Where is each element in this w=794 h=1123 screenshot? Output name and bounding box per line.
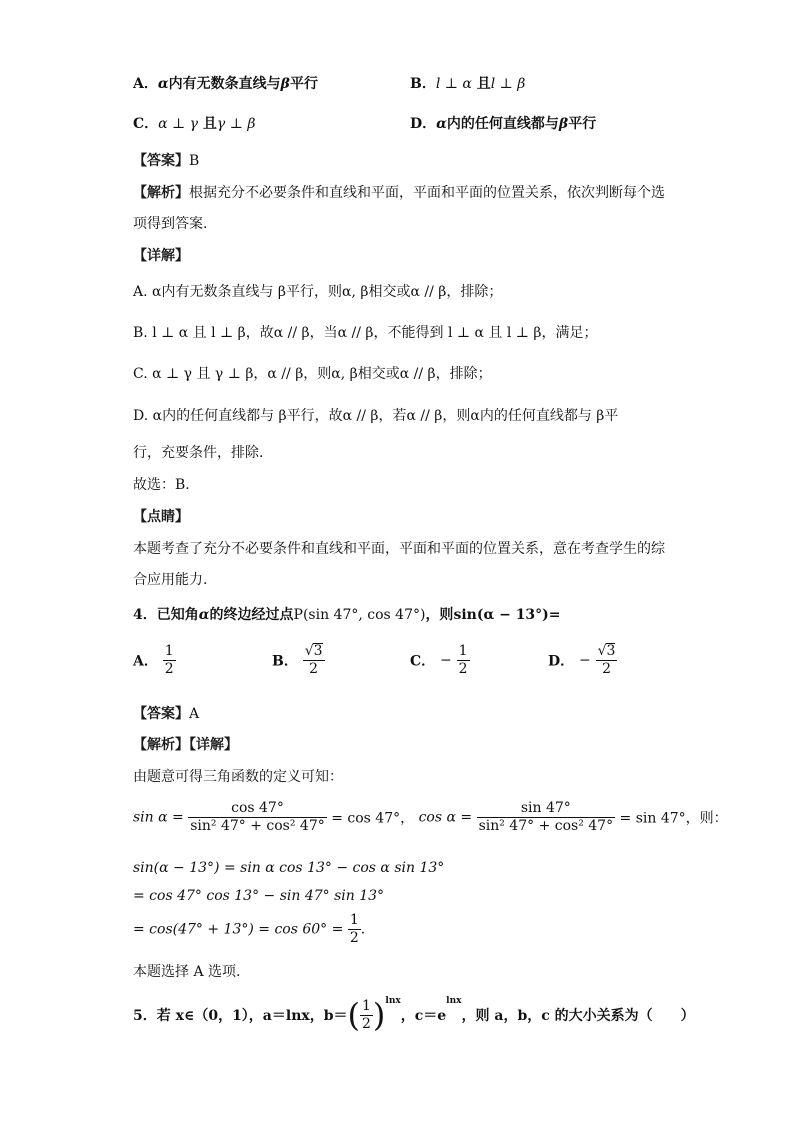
q4-analysis-tag: 【解析】【详解】 (133, 737, 238, 753)
q4-step3: = cos(47° + 13°) = cos 60° = $\frac{1}{2}$ . (133, 912, 366, 946)
q3-comment-line1: 本题考查了充分不必要条件和直线和平面，平面和平面的位置关系，意在考查学生的综 (133, 541, 665, 557)
q4-option-d: D． − $\frac{√3}{2}$ (548, 643, 616, 677)
q3-option-d: D．α内的任何直线都与β平行 (410, 116, 597, 132)
q3-analysis-line1: 【解析】根据充分不必要条件和直线和平面，平面和平面的位置关系，依次判断每个选 (133, 185, 665, 201)
q3-option-c: C．α ⊥ γ 且γ ⊥ β (133, 116, 256, 132)
q3-answer: 【答案】B (133, 153, 200, 169)
q4-step1: sin(α − 13°) = sin α cos 13° − cos α sin 13° (133, 860, 445, 876)
q5-stem: 5．若 x∈（0，1），a＝lnx，b＝( $\frac{1}{2}$ )$^{lnx}$，$c=e^{lnx}$，则 a，b，c 的大小关系为（ ） (133, 996, 695, 1034)
q3-analysis-line2: 项得到答案. (133, 216, 208, 232)
q4-option-c: C． − $\frac{1}{2}$ (410, 643, 468, 677)
q4-option-b: B． $\frac{√3}{2}$ (272, 643, 323, 677)
q3-comment-tag: 【点睛】 (133, 509, 189, 525)
q3-detail-d2: 行，充要条件，排除. (133, 445, 264, 461)
q3-detail-c: C. α ⊥ γ 且 γ ⊥ β，α // β，则α, β相交或α // β，排除； (133, 366, 492, 382)
q3-comment-line2: 合应用能力. (133, 572, 208, 588)
q3-detail-a: A. α内有无数条直线与 β平行，则α, β相交或α // β，排除； (133, 284, 503, 300)
q4-intro: 由题意可得三角函数的定义可知： (133, 769, 343, 785)
q3-detail-b: B. l ⊥ α 且 l ⊥ β，故α // β，当α // β，不能得到 l ⊥ α 且 l ⊥ β，满足； (133, 325, 598, 341)
q4-answer: 【答案】A (133, 706, 200, 722)
q4-option-a: A． $\frac{1}{2}$ (133, 643, 174, 677)
q4-step2: = cos 47° cos 13° − sin 47° sin 13° (133, 888, 385, 904)
q3-option-a: A．α内有无数条直线与β平行 (133, 76, 318, 92)
q3-detail-tag: 【详解】 (133, 248, 189, 264)
q4-stem: 4．已知角α的终边经过点P(sin 47°, cos 47°)，则sin(α − 13°)= (133, 607, 561, 623)
q3-detail-d1: D. α内的任何直线都与 β平行，故α // β，若α // β，则α内的任何直线都与 β平 (133, 408, 619, 424)
q3-option-b: B．l ⊥ α 且l ⊥ β (410, 76, 526, 92)
q3-choice: 故选：B. (133, 477, 190, 493)
q4-sin-cos-line: sin α = $\frac{\cos 47^\circ}{\text{sin² 47° + cos² 47°}}$ = cos 47°， cos α = $\frac{\sin 47^\circ}{\text{sin² 47° + cos² 47°}}$ = sin 47°，则： (133, 800, 728, 834)
q4-choice: 本题选择 A 选项. (133, 964, 241, 980)
